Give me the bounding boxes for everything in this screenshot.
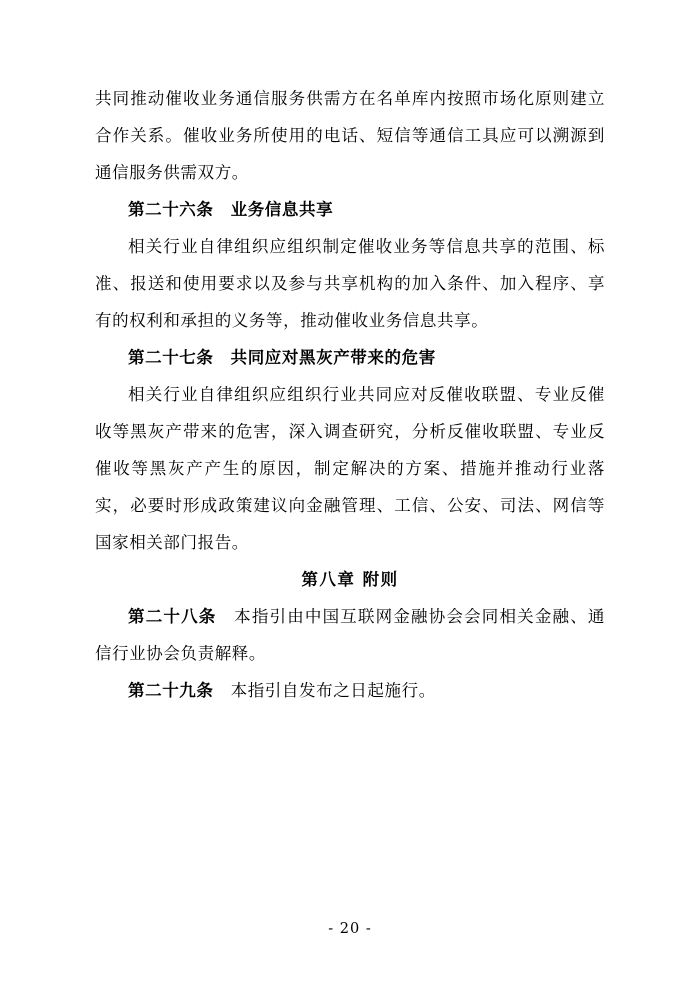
article-spacer bbox=[214, 348, 231, 367]
article-heading-26 bbox=[95, 191, 605, 228]
article-spacer bbox=[216, 607, 234, 626]
article-number-label: 第二十六条 bbox=[128, 200, 214, 219]
article-spacer bbox=[214, 200, 231, 219]
article-body-text: 本指引自发布之日起施行。 bbox=[230, 681, 436, 700]
article-paragraph-28 bbox=[95, 598, 605, 672]
article-body-text: 本指引由中国互联网金融协会会同相关金融、通信行业协会负责解释。 bbox=[95, 607, 606, 663]
article-heading-27 bbox=[95, 339, 605, 376]
article-number-label: 第二十七条 bbox=[128, 348, 214, 367]
article-title-label: 共同应对黑灰产带来的危害 bbox=[230, 348, 436, 367]
article-title-label: 业务信息共享 bbox=[230, 200, 334, 219]
paragraph-article-26-body: 相关行业自律组织应组织制定催收业务等信息共享的范围、标准、报送和使用要求以及参与共享机构的加入条件、加入程序、享有的权利和承担的义务等，推动催收业务信息共享。 bbox=[95, 237, 605, 330]
paragraph-article-27-body: 相关行业自律组织应组织行业共同应对反催收联盟、专业反催收等黑灰产带来的危害，深入调查研究，分析反催收联盟、专业反催收等黑灰产产生的原因，制定解决的方案、措施并推动行业落实，必要时形成政策建议向金融管理、工信、公安、司法、网信等国家相关部门报告。 bbox=[95, 385, 605, 552]
document-body bbox=[95, 80, 605, 709]
article-paragraph-29 bbox=[95, 672, 605, 709]
article-number-label: 第二十八条 bbox=[128, 607, 217, 626]
paragraph-continuation: 共同推动催收业务通信服务供需方在名单库内按照市场化原则建立合作关系。催收业务所使用的电话、短信等通信工具应可以溯源到通信服务供需双方。 bbox=[95, 89, 605, 182]
article-number-label: 第二十九条 bbox=[128, 681, 214, 700]
page-number: - 20 - bbox=[328, 921, 372, 937]
article-spacer bbox=[214, 681, 231, 700]
chapter-heading: 第八章 附则 bbox=[301, 570, 399, 589]
